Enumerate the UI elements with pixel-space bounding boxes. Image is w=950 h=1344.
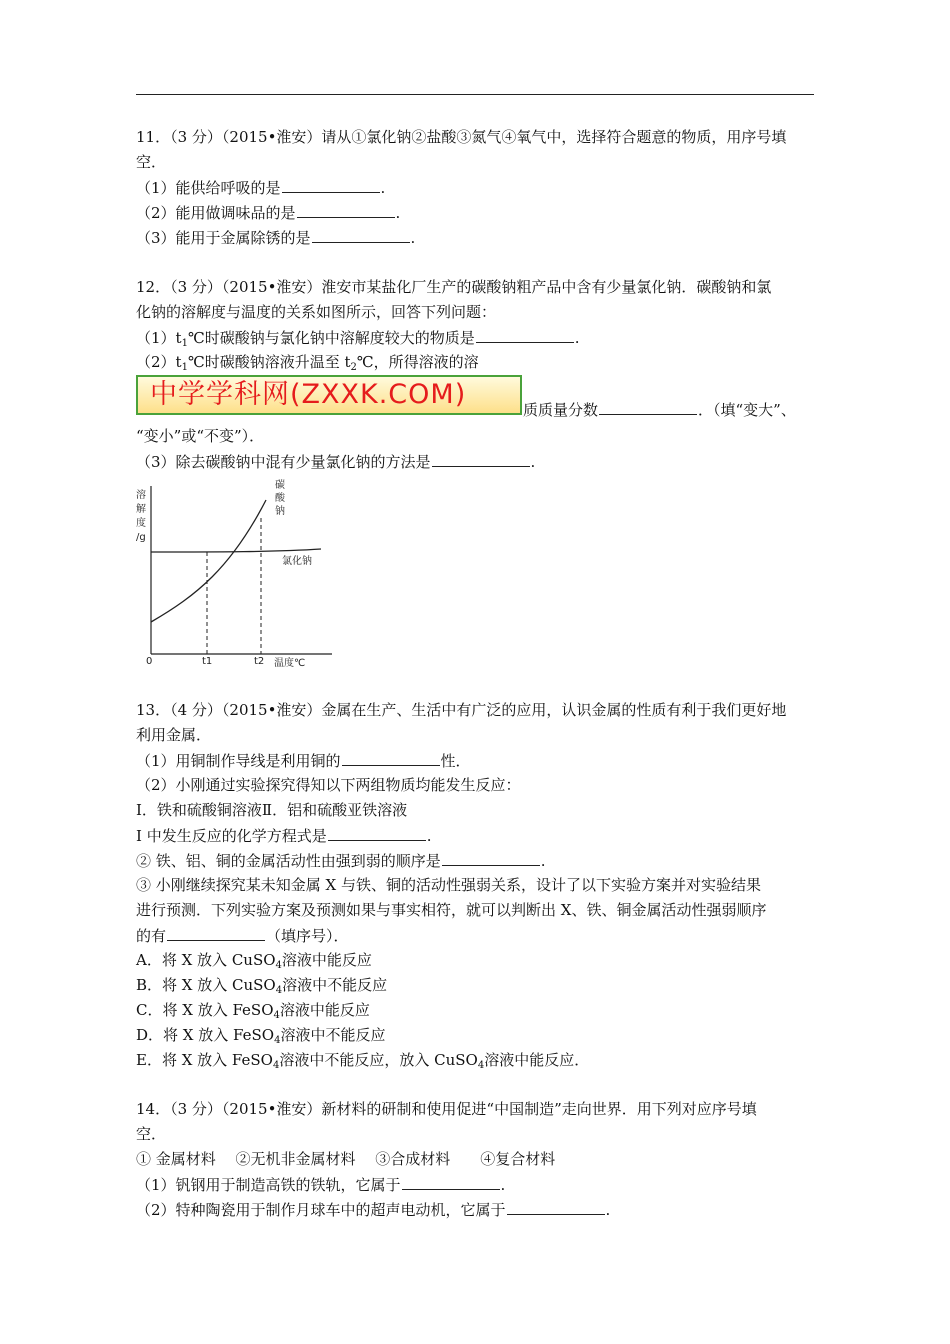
q13-item3-line3: 的有 （填序号）． (136, 927, 349, 945)
answer-blank[interactable] (282, 177, 380, 193)
q11-part3: （3）能用于金属除锈的是 . (136, 229, 416, 247)
q13-part2: （2）小刚通过实验探究得知以下两组物质均能发生反应： (136, 776, 521, 794)
q11-part1: （1）能供给呼吸的是 . (136, 179, 386, 197)
x-axis-label: 温度℃ (274, 658, 306, 669)
watermark-banner: 中学学科网(ZXXK.COM) (136, 375, 522, 415)
y-axis-label-char: 溶 (136, 490, 146, 501)
option-c: C．将 X 放入 FeSO$_4$溶液中能反应 (136, 1001, 370, 1021)
x-tick-t2: t2 (254, 656, 265, 667)
answer-blank[interactable] (432, 451, 530, 467)
q13-groups: I．铁和硫酸铜溶液Ⅱ．铝和硫酸亚铁溶液 (136, 801, 408, 819)
q11-stem-line2: 空． (136, 153, 167, 171)
answer-blank[interactable] (476, 327, 574, 343)
q13-item2: ② 铁、铝、铜的金属活动性由强到弱的顺序是 . (136, 852, 546, 870)
q13-item3-line2: 进行预测．下列实验方案及预测如果与事实相符，就可以判断出 X、铁、铜金属活动性强弱顺序 (136, 901, 767, 919)
q12-stem-line1: 12．（3 分）（2015•淮安）淮安市某盐化厂生产的碳酸钠粗产品中含有少量氯化钠．碳酸钠和氯 (136, 278, 772, 296)
y-axis-label-char: 度 (136, 518, 146, 529)
q13-item3-line1: ③ 小刚继续探究某未知金属 X 与铁、铜的活动性强弱关系，设计了以下实验方案并对实验结果 (136, 876, 761, 894)
header-rule (136, 94, 814, 95)
answer-blank[interactable] (599, 399, 697, 415)
q14-choices: ① 金属材料 ②无机非金属材料 ③合成材料 ④复合材料 (136, 1150, 556, 1168)
answer-blank[interactable] (297, 202, 395, 218)
q12-part2-cont: 质质量分数 ．（填“变大”、 (523, 401, 796, 419)
q13-item1: I 中发生反应的化学方程式是 . (136, 827, 432, 845)
answer-blank[interactable] (442, 850, 540, 866)
q12-part3: （3）除去碳酸钠中混有少量氯化钠的方法是 . (136, 453, 536, 471)
solubility-chart (136, 478, 336, 670)
q12-part2-options: “变小”或“不变”）． (136, 427, 265, 445)
q14-part1: （1）钒钢用于制造高铁的铁轨，它属于 . (136, 1176, 506, 1194)
series-label-char: 碳 (275, 480, 285, 491)
y-axis-label-char: /g (136, 532, 146, 543)
option-b: B．将 X 放入 CuSO$_4$溶液中不能反应 (136, 976, 388, 996)
q14-stem-line1: 14．（3 分）（2015•淮安）新材料的研制和使用促进“中国制造”走向世界．用下列对应序号填 (136, 1100, 757, 1118)
series-line-sodium-carbonate (151, 500, 266, 622)
answer-blank[interactable] (167, 925, 265, 941)
answer-blank[interactable] (328, 825, 426, 841)
x-tick-t1: t1 (202, 656, 213, 667)
answer-blank[interactable] (342, 750, 440, 766)
answer-blank[interactable] (402, 1174, 500, 1190)
origin-label: 0 (146, 656, 153, 667)
q14-stem-line2: 空． (136, 1125, 167, 1143)
q14-part2: （2）特种陶瓷用于制作月球车中的超声电动机，它属于 . (136, 1201, 611, 1219)
q12-part1: $(1)t_1℃$时碳酸钠与氯化钠中溶解度较大的物质是 . (136, 329, 580, 349)
y-axis-label-char: 解 (136, 504, 146, 515)
series-label-sodium-chloride: 氯化钠 (282, 556, 312, 567)
option-a: A．将 X 放入 CuSO$_4$溶液中能反应 (136, 951, 372, 971)
answer-blank[interactable] (507, 1199, 605, 1215)
option-d: D．将 X 放入 FeSO$_4$溶液中不能反应 (136, 1026, 386, 1046)
option-e: E．将 X 放入 FeSO$_4$溶液中不能反应，放入 CuSO$_4$溶液中能反应． (136, 1051, 590, 1071)
answer-blank[interactable] (312, 227, 410, 243)
series-label-char: 酸 (275, 493, 285, 504)
series-label-char: 钠 (275, 506, 285, 517)
q12-stem-line2: 化钠的溶解度与温度的关系如图所示，回答下列问题： (136, 303, 497, 321)
q13-stem-line1: 13．（4 分）（2015•淮安）金属在生产、生活中有广泛的应用，认识金属的性质有利于我们更好地 (136, 701, 787, 719)
q13-part1: （1）用铜制作导线是利用铜的 性． (136, 752, 471, 770)
q11-stem-line1: 11．（3 分）（2015•淮安）请从①氯化钠②盐酸③氮气④氧气中，选择符合题意的物质，用序号填 (136, 128, 787, 146)
q12-part2: $(2)t_1℃$时碳酸钠溶液升温至 $t_2℃$，所得溶液的溶 (136, 353, 479, 373)
q11-part2: （2）能用做调味品的是 . (136, 204, 401, 222)
q13-stem-line2: 利用金属． (136, 726, 212, 744)
